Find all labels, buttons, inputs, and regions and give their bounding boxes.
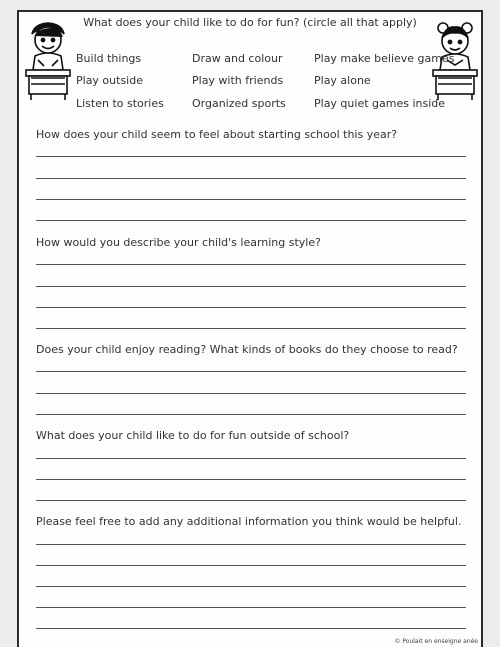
- answer-line[interactable]: [36, 458, 466, 459]
- answer-line[interactable]: [36, 220, 466, 221]
- answer-line[interactable]: [36, 286, 466, 287]
- answer-line[interactable]: [36, 393, 466, 394]
- answer-line[interactable]: [36, 479, 466, 480]
- answer-line[interactable]: [36, 500, 466, 501]
- question-enjoy-reading: Does your child enjoy reading? What kinds of books do they choose to read?: [36, 343, 458, 356]
- option-play-quiet-games[interactable]: Play quiet games inside: [314, 97, 446, 110]
- option-draw-and-colour[interactable]: Draw and colour: [192, 52, 283, 65]
- option-organized-sports[interactable]: Organized sports: [192, 97, 286, 110]
- boy-at-desk-icon: [22, 20, 74, 102]
- answer-line[interactable]: [36, 156, 466, 157]
- answer-line[interactable]: [36, 328, 466, 329]
- answer-line[interactable]: [36, 607, 466, 608]
- option-build-things[interactable]: Build things: [76, 52, 142, 65]
- answer-line[interactable]: [36, 565, 466, 566]
- copyright-credit: © Poulait en enseigne anée: [394, 638, 478, 645]
- option-listen-to-stories[interactable]: Listen to stories: [76, 97, 164, 110]
- answer-line[interactable]: [36, 586, 466, 587]
- option-play-alone[interactable]: Play alone: [314, 74, 371, 87]
- answer-line[interactable]: [36, 628, 466, 629]
- answer-line[interactable]: [36, 264, 466, 265]
- question-feel-about-school: How does your child seem to feel about starting school this year?: [36, 128, 398, 141]
- answer-line[interactable]: [36, 414, 466, 415]
- question-additional-info: Please feel free to add any additional information you think would be helpful.: [36, 515, 462, 528]
- question-learning-style: How would you describe your child's learning style?: [36, 236, 321, 249]
- answer-line[interactable]: [36, 371, 466, 372]
- option-play-make-believe[interactable]: Play make believe games: [314, 52, 455, 65]
- answer-line[interactable]: [36, 178, 466, 179]
- question-fun-outside-school: What does your child like to do for fun outside of school?: [36, 429, 350, 442]
- option-play-outside[interactable]: Play outside: [76, 74, 143, 87]
- answer-line[interactable]: [36, 307, 466, 308]
- option-play-with-friends[interactable]: Play with friends: [192, 74, 284, 87]
- fun-activities-title: What does your child like to do for fun? (circle all that apply): [83, 16, 417, 29]
- answer-line[interactable]: [36, 199, 466, 200]
- answer-line[interactable]: [36, 544, 466, 545]
